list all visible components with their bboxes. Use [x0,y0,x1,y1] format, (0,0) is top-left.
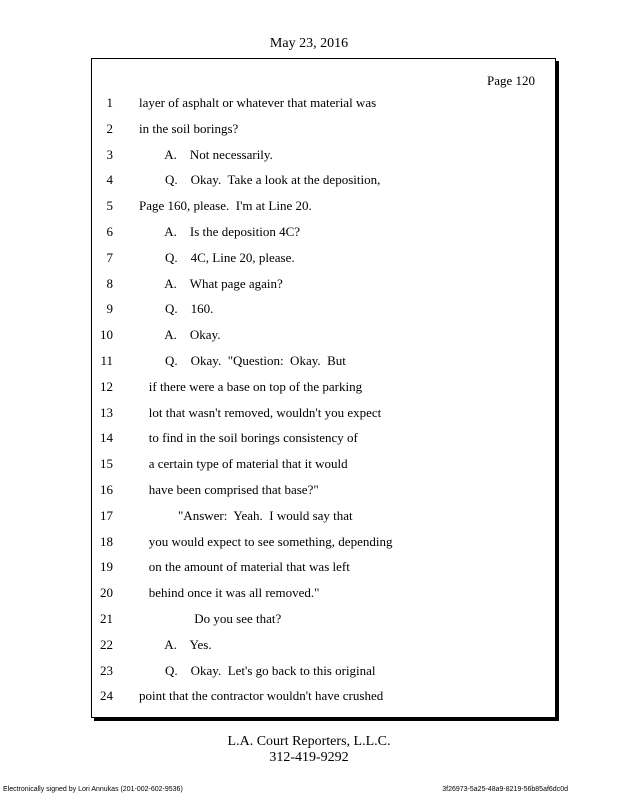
line-number: 9 [106,301,113,317]
transcript-line [92,451,555,477]
transcript-line [92,658,555,684]
line-text: A. Yes. [139,636,212,652]
line-number: 18 [100,533,113,549]
transcript-line [92,606,555,632]
transcript-line [92,683,555,709]
line-number: 15 [100,456,113,472]
transcript-line [92,219,555,245]
transcript-line [92,400,555,426]
transcript-line [92,322,555,348]
line-number: 14 [100,430,113,446]
line-number: 6 [106,224,113,239]
line-text: A. Okay. [139,327,221,343]
footer-phone: 312-419-9292 [269,750,349,765]
line-text: in the soil borings? [139,120,239,136]
line-number: 20 [100,585,113,601]
header-date: May 23, 2016 [269,36,349,51]
transcript-line [92,529,555,555]
transcript-line [92,425,555,451]
transcript-line [92,554,555,580]
line-text: on the amount of material that was left [139,559,350,575]
footer-company: L.A. Court Reporters, L.L.C. [227,734,391,749]
line-text: Q. Okay. "Question: Okay. But [139,353,346,368]
line-number: 8 [106,275,113,291]
line-number: 1 [106,95,113,110]
line-text: A. Not necessarily. [139,146,273,162]
line-text: Q. 4C, Line 20, please. [139,249,295,265]
line-text: Do you see that? [139,611,282,626]
line-number: 3 [106,146,113,162]
transcript-line [92,167,555,193]
page-number: Page 120 [486,73,535,88]
line-text: Page 160, please. I'm at Line 20. [139,198,312,214]
transcript-line [92,271,555,297]
line-number: 5 [106,198,113,214]
transcript-line [92,90,555,116]
line-text: Q. Okay. Take a look at the deposition, [139,172,381,188]
line-number: 10 [100,327,113,343]
transcript-line [92,116,555,142]
line-number: 21 [100,611,113,626]
line-text: Q. 160. [139,301,214,317]
line-number: 17 [100,507,113,523]
transcript-line [92,503,555,529]
line-number: 24 [100,688,113,704]
line-text: A. Is the deposition 4C? [139,224,301,239]
line-number: 4 [106,172,113,188]
line-number: 12 [100,378,113,394]
transcript-line [92,142,555,168]
line-number: 16 [100,482,113,497]
line-number: 7 [106,249,113,265]
line-number: 19 [100,559,113,575]
transcript-line [92,374,555,400]
line-text: have been comprised that base?" [139,482,319,497]
transcript-line [92,477,555,503]
line-number: 2 [106,120,113,136]
line-number: 13 [100,404,113,420]
transcript-line [92,348,555,374]
transcript-line [92,296,555,322]
line-number: 22 [100,636,113,652]
line-text: a certain type of material that it would [139,456,348,472]
line-text: you would expect to see something, depending [139,533,393,549]
transcript-line [92,193,555,219]
line-number: 11 [100,353,113,368]
line-text: to find in the soil borings consistency of [139,430,358,446]
line-text: A. What page again? [139,275,283,291]
line-text: Q. Okay. Let's go back to this original [139,662,376,678]
transcript-line [92,580,555,606]
line-text: point that the contractor wouldn't have crushed [139,688,384,704]
line-text: if there were a base on top of the parking [139,378,363,394]
document-hash: 3f26973-5a25-48a9-8219-56b85af6dc0d [442,786,568,793]
line-text: layer of asphalt or whatever that material was [139,95,377,110]
transcript-line [92,632,555,658]
line-text: lot that wasn't removed, wouldn't you expect [139,404,382,420]
line-number: 23 [100,662,113,678]
transcript-line [92,245,555,271]
line-text: "Answer: Yeah. I would say that [139,507,353,523]
transcript-page [91,58,556,718]
electronic-signature-note: Electronically signed by Lori Annukas (201-002-602-9536) [3,786,183,793]
line-text: behind once it was all removed." [139,585,320,601]
